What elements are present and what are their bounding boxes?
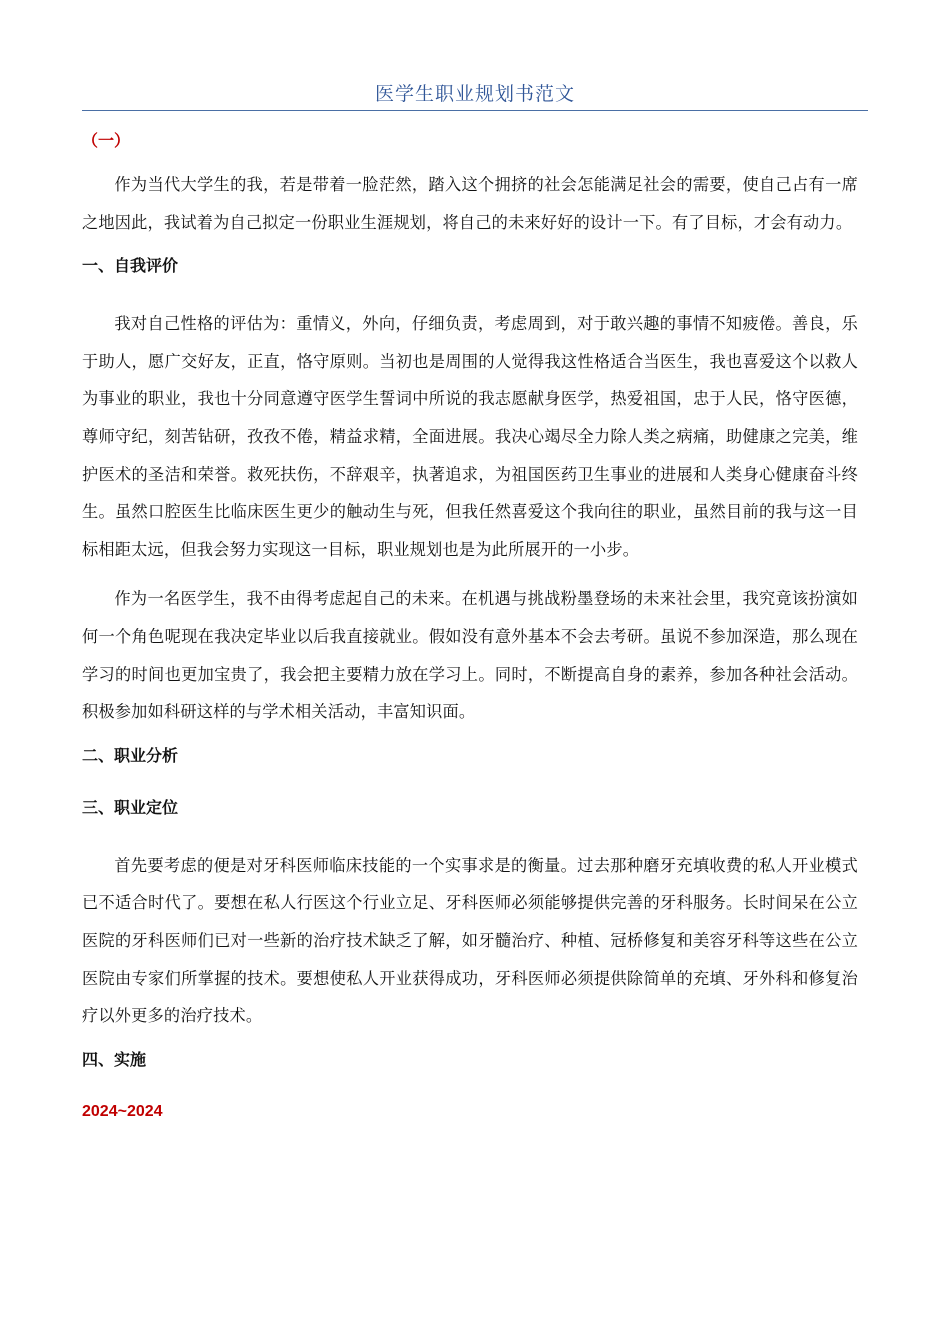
self-evaluation-paragraph-1: 我对自己性格的评估为：重情义，外向，仔细负责，考虑周到，对于敢兴趣的事情不知疲倦。善良，乐于助人，愿广交好友，正直，恪守原则。当初也是周围的人觉得我这性格适合当医生，我也喜爱这个以救人为事业的职业，我也十分同意遵守医学生誓词中所说的我志愿献身医学，热爱祖国，忠于人民，恪守医德，尊师守纪，刻苦钻研，孜孜不倦，精益求精，全面进展。我决心竭尽全力除人类之病痛，助健康之完美，维护医术的圣洁和荣誉。救死扶伤，不辞艰辛，执著追求，为祖国医药卫生事业的进展和人类身心健康奋斗终生。虽然口腔医生比临床医生更少的触动生与死，但我任然喜爱这个我向往的职业，虽然目前的我与这一目标相距太远，但我会努力实现这一目标，职业规划也是为此所展开的一小步。: [82, 314, 858, 559]
document-body: [82, 124, 858, 1125]
intro-paragraph: 作为当代大学生的我，若是带着一脸茫然，踏入这个拥挤的社会怎能满足社会的需要，使自己占有一席之地因此，我试着为自己拟定一份职业生涯规划，将自己的未来好好的设计一下。有了目标，才会有动力。: [82, 175, 858, 232]
career-positioning-paragraph: 首先要考虑的便是对牙科医师临床技能的一个实事求是的衡量。过去那种磨牙充填收费的私人开业模式已不适合时代了。要想在私人行医这个行业立足、牙科医师必须能够提供完善的牙科服务。长时间呆在公立医院的牙科医师们已对一些新的治疗技术缺乏了解，如牙髓治疗、种植、冠桥修复和美容牙科等这些在公立医院由专家们所掌握的技术。要想使私人开业获得成功，牙科医师必须提供除简单的充填、牙外科和修复治疗以外更多的治疗技术。: [82, 855, 858, 1026]
heading-career-analysis: 二、职业分析: [82, 745, 179, 765]
heading-implementation: 四、实施: [82, 1049, 147, 1069]
document-title: 医学生职业规划书范文: [374, 83, 575, 105]
heading-self-evaluation: 一、自我评价: [82, 256, 179, 276]
date-range: 2024~2024: [82, 1102, 163, 1120]
document-header: [82, 80, 868, 111]
section-marker: （一）: [82, 131, 131, 150]
self-evaluation-paragraph-2: 作为一名医学生，我不由得考虑起自己的未来。在机遇与挑战粉墨登场的未来社会里，我究竟该扮演如何一个角色呢现在我决定毕业以后我直接就业。假如没有意外基本不会去考研。虽说不参加深造，那么现在学习的时间也更加宝贵了，我会把主要精力放在学习上。同时，不断提高自身的素养，参加各种社会活动。积极参加如科研这样的与学术相关活动，丰富知识面。: [82, 589, 858, 722]
heading-career-positioning: 三、职业定位: [82, 797, 179, 817]
